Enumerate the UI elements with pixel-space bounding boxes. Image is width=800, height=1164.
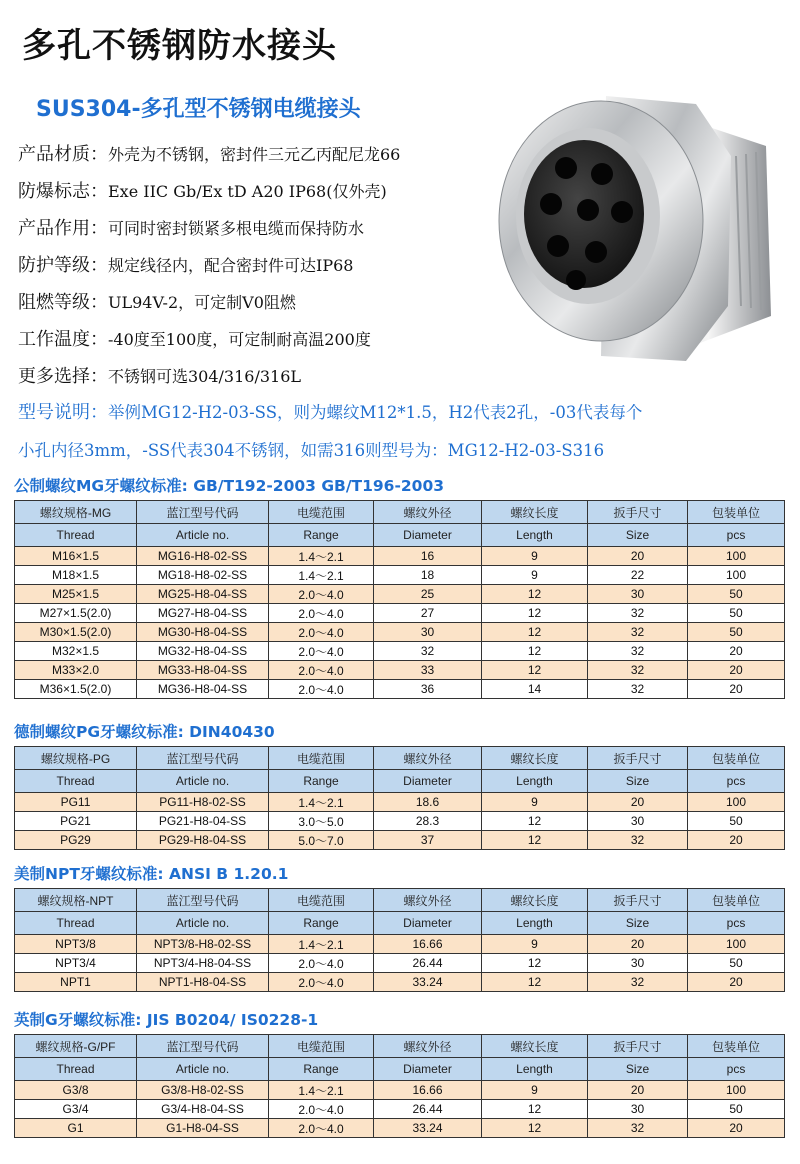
table-header-cell: Length xyxy=(482,770,588,793)
table-cell: 2.0～4.0 xyxy=(269,604,374,623)
table-header-cell: Article no. xyxy=(137,1058,269,1081)
table-cell: 50 xyxy=(688,1100,785,1119)
table-cell: 12 xyxy=(482,1100,588,1119)
table-header-row xyxy=(15,889,785,912)
table-cell: 2.0～4.0 xyxy=(269,642,374,661)
table-cell: 100 xyxy=(688,566,785,585)
spec-list xyxy=(18,136,518,395)
table-cell: 20 xyxy=(588,1081,688,1100)
table-header-cell: 螺纹规格-G/PF xyxy=(15,1035,137,1058)
table-header-cell: Diameter xyxy=(374,770,482,793)
table-header-cell: Article no. xyxy=(137,524,269,547)
table-cell: 33.24 xyxy=(374,1119,482,1138)
table-header-row xyxy=(15,912,785,935)
table-cell: NPT3/4-H8-04-SS xyxy=(137,954,269,973)
spec-label: 产品作用： xyxy=(18,218,108,239)
spec-row-options xyxy=(18,358,518,395)
table-cell: NPT1-H8-04-SS xyxy=(137,973,269,992)
table-cell: 9 xyxy=(482,566,588,585)
spec-row-protection xyxy=(18,247,518,284)
table-cell: 12 xyxy=(482,661,588,680)
table-cell: NPT3/8 xyxy=(15,935,137,954)
table-header-row xyxy=(15,501,785,524)
table-header-cell: Thread xyxy=(15,524,137,547)
table-cell: 2.0～4.0 xyxy=(269,1119,374,1138)
spec-label: 产品材质： xyxy=(18,144,108,165)
table-header-cell: Diameter xyxy=(374,1058,482,1081)
table-cell: 33 xyxy=(374,661,482,680)
npt-table xyxy=(14,888,785,992)
g-table xyxy=(14,1034,785,1138)
table-cell: 30 xyxy=(588,585,688,604)
table-cell: 30 xyxy=(588,812,688,831)
table-header-cell: 蓝江型号代码 xyxy=(137,889,269,912)
table-cell: MG25-H8-04-SS xyxy=(137,585,269,604)
table-cell: 32 xyxy=(588,831,688,850)
table-cell: 1.4～2.1 xyxy=(269,547,374,566)
table-header-cell: 蓝江型号代码 xyxy=(137,1035,269,1058)
table-header-row xyxy=(15,770,785,793)
table-header-cell: Range xyxy=(269,524,374,547)
table-cell: 33.24 xyxy=(374,973,482,992)
table-cell: 20 xyxy=(688,642,785,661)
table-cell: 5.0～7.0 xyxy=(269,831,374,850)
table-row xyxy=(15,812,785,831)
table-header-cell: 包装单位 xyxy=(688,1035,785,1058)
table-cell: 50 xyxy=(688,623,785,642)
table-cell: 2.0～4.0 xyxy=(269,954,374,973)
table-header-cell: 蓝江型号代码 xyxy=(137,501,269,524)
table-header-cell: Size xyxy=(588,524,688,547)
table-header-cell: Thread xyxy=(15,770,137,793)
table-header-cell: 电缆范围 xyxy=(269,501,374,524)
table-cell: MG27-H8-04-SS xyxy=(137,604,269,623)
table-header-row xyxy=(15,747,785,770)
table-cell: 32 xyxy=(588,1119,688,1138)
model-note-text: 举例MG12-H2-03-SS，则为螺纹M12*1.5，H2代表2孔，-03代表每个 xyxy=(108,403,643,422)
table-cell: 12 xyxy=(482,604,588,623)
spec-value: -40度至100度，可定制耐高温200度 xyxy=(108,330,371,349)
table-row xyxy=(15,1119,785,1138)
table-cell: M18×1.5 xyxy=(15,566,137,585)
table-header-cell: 螺纹长度 xyxy=(482,747,588,770)
table-cell: 16.66 xyxy=(374,935,482,954)
table-cell: 28.3 xyxy=(374,812,482,831)
table-header-cell: Size xyxy=(588,912,688,935)
model-note-line2: 小孔内径3mm，-SS代表304不锈钢，如需316则型号为：MG12-H2-03-S316 xyxy=(18,441,605,460)
table-cell: 12 xyxy=(482,954,588,973)
table-cell: 9 xyxy=(482,935,588,954)
table-header-cell: Range xyxy=(269,1058,374,1081)
table-header-cell: 包装单位 xyxy=(688,501,785,524)
table-header-cell: Size xyxy=(588,770,688,793)
table-header-cell: 螺纹长度 xyxy=(482,1035,588,1058)
table-cell: 2.0～4.0 xyxy=(269,661,374,680)
model-note xyxy=(18,394,798,470)
table-cell: M33×2.0 xyxy=(15,661,137,680)
table-cell: 20 xyxy=(588,793,688,812)
table-row xyxy=(15,831,785,850)
table-header-cell: 扳手尺寸 xyxy=(588,889,688,912)
spec-row-explosion xyxy=(18,173,518,210)
table-cell: MG32-H8-04-SS xyxy=(137,642,269,661)
table-cell: 12 xyxy=(482,1119,588,1138)
table-cell: 12 xyxy=(482,623,588,642)
table-cell: 25 xyxy=(374,585,482,604)
table-cell: M16×1.5 xyxy=(15,547,137,566)
table-cell: 2.0～4.0 xyxy=(269,680,374,699)
table-cell: 9 xyxy=(482,547,588,566)
table-header-cell: 螺纹规格-NPT xyxy=(15,889,137,912)
spec-row-function xyxy=(18,210,518,247)
table-cell: 20 xyxy=(688,831,785,850)
table-cell: 2.0～4.0 xyxy=(269,585,374,604)
table-cell: 50 xyxy=(688,812,785,831)
table-header-cell: Thread xyxy=(15,912,137,935)
table-cell: 30 xyxy=(588,1100,688,1119)
table-cell: 50 xyxy=(688,954,785,973)
table-cell: 16 xyxy=(374,547,482,566)
section-heading-mg: 公制螺纹MG牙螺纹标准: GB/T192-2003 GB/T196-2003 xyxy=(14,477,445,495)
table-cell: NPT3/4 xyxy=(15,954,137,973)
table-cell: 1.4～2.1 xyxy=(269,793,374,812)
table-header-cell: pcs xyxy=(688,912,785,935)
table-cell: 9 xyxy=(482,1081,588,1100)
table-cell: PG11-H8-02-SS xyxy=(137,793,269,812)
table-header-cell: Diameter xyxy=(374,912,482,935)
table-header-cell: 扳手尺寸 xyxy=(588,1035,688,1058)
table-cell: 30 xyxy=(588,954,688,973)
table-cell: 12 xyxy=(482,812,588,831)
model-note-label: 型号说明： xyxy=(18,402,108,423)
table-row xyxy=(15,954,785,973)
table-header-cell: 包装单位 xyxy=(688,747,785,770)
table-cell: 32 xyxy=(374,642,482,661)
spec-value: 规定线径内，配合密封件可达IP68 xyxy=(108,256,354,275)
mg-table xyxy=(14,500,785,699)
table-header-cell: Length xyxy=(482,1058,588,1081)
section-heading-pg: 德制螺纹PG牙螺纹标准: DIN40430 xyxy=(14,723,275,741)
table-header-cell: Range xyxy=(269,770,374,793)
table-cell: 32 xyxy=(588,642,688,661)
table-cell: 36 xyxy=(374,680,482,699)
table-cell: G3/4-H8-04-SS xyxy=(137,1100,269,1119)
table-cell: 12 xyxy=(482,973,588,992)
table-cell: 1.4～2.1 xyxy=(269,566,374,585)
table-cell: 100 xyxy=(688,547,785,566)
table-header-cell: Thread xyxy=(15,1058,137,1081)
spec-row-temperature xyxy=(18,321,518,358)
table-cell: 3.0～5.0 xyxy=(269,812,374,831)
table-cell: 20 xyxy=(588,935,688,954)
table-cell: 32 xyxy=(588,604,688,623)
table-cell: 32 xyxy=(588,661,688,680)
table-cell: 12 xyxy=(482,642,588,661)
table-header-cell: Diameter xyxy=(374,524,482,547)
table-header-cell: pcs xyxy=(688,770,785,793)
table-row xyxy=(15,680,785,699)
table-cell: PG21-H8-04-SS xyxy=(137,812,269,831)
table-cell: PG11 xyxy=(15,793,137,812)
table-cell: G1 xyxy=(15,1119,137,1138)
table-cell: 20 xyxy=(588,547,688,566)
table-cell: MG18-H8-02-SS xyxy=(137,566,269,585)
table-cell: 27 xyxy=(374,604,482,623)
table-header-row xyxy=(15,1058,785,1081)
table-header-cell: pcs xyxy=(688,524,785,547)
table-header-cell: 螺纹外径 xyxy=(374,747,482,770)
table-cell: PG21 xyxy=(15,812,137,831)
page-title: 多孔不锈钢防水接头 xyxy=(22,26,337,66)
table-row xyxy=(15,935,785,954)
table-header-cell: 电缆范围 xyxy=(269,889,374,912)
table-cell: 50 xyxy=(688,604,785,623)
table-header-row xyxy=(15,1035,785,1058)
table-header-cell: 电缆范围 xyxy=(269,1035,374,1058)
table-cell: 32 xyxy=(588,623,688,642)
table-header-cell: Range xyxy=(269,912,374,935)
table-row xyxy=(15,1081,785,1100)
spec-value: 外壳为不锈钢，密封件三元乙丙配尼龙66 xyxy=(108,145,401,164)
table-cell: 18 xyxy=(374,566,482,585)
table-header-cell: Length xyxy=(482,524,588,547)
table-cell: 1.4～2.1 xyxy=(269,1081,374,1100)
table-header-cell: 螺纹规格-MG xyxy=(15,501,137,524)
spec-value: Exe IIC Gb/Ex tD A20 IP68(仅外壳) xyxy=(108,182,387,201)
table-cell: 100 xyxy=(688,793,785,812)
table-cell: 20 xyxy=(688,973,785,992)
table-cell: NPT1 xyxy=(15,973,137,992)
table-header-cell: 扳手尺寸 xyxy=(588,501,688,524)
table-row xyxy=(15,547,785,566)
table-cell: 32 xyxy=(588,973,688,992)
table-cell: 12 xyxy=(482,585,588,604)
table-cell: 32 xyxy=(588,680,688,699)
spec-label: 防爆标志： xyxy=(18,181,108,202)
table-cell: 20 xyxy=(688,680,785,699)
table-header-cell: 螺纹长度 xyxy=(482,889,588,912)
table-cell: 20 xyxy=(688,1119,785,1138)
table-cell: MG36-H8-04-SS xyxy=(137,680,269,699)
spec-row-flame xyxy=(18,284,518,321)
spec-label: 工作温度： xyxy=(18,329,108,350)
table-header-cell: Article no. xyxy=(137,770,269,793)
spec-label: 更多选择： xyxy=(18,366,108,387)
spec-label: 阻燃等级： xyxy=(18,292,108,313)
table-header-cell: 电缆范围 xyxy=(269,747,374,770)
table-header-row xyxy=(15,524,785,547)
table-cell: MG16-H8-02-SS xyxy=(137,547,269,566)
section-heading-g: 英制G牙螺纹标准: JIS B0204/ IS0228-1 xyxy=(14,1011,319,1029)
table-header-cell: 扳手尺寸 xyxy=(588,747,688,770)
table-header-cell: Article no. xyxy=(137,912,269,935)
table-row xyxy=(15,623,785,642)
table-cell: 100 xyxy=(688,935,785,954)
table-header-cell: 蓝江型号代码 xyxy=(137,747,269,770)
table-cell: 1.4～2.1 xyxy=(269,935,374,954)
table-row xyxy=(15,793,785,812)
table-cell: 100 xyxy=(688,1081,785,1100)
model-note-line1 xyxy=(18,394,798,432)
table-cell: 2.0～4.0 xyxy=(269,973,374,992)
table-cell: M25×1.5 xyxy=(15,585,137,604)
table-cell: M30×1.5(2.0) xyxy=(15,623,137,642)
table-row xyxy=(15,973,785,992)
spec-value: UL94V-2，可定制V0阻燃 xyxy=(108,293,296,312)
table-cell: M27×1.5(2.0) xyxy=(15,604,137,623)
table-cell: 50 xyxy=(688,585,785,604)
table-cell: 2.0～4.0 xyxy=(269,1100,374,1119)
table-header-cell: 螺纹长度 xyxy=(482,501,588,524)
table-row xyxy=(15,661,785,680)
table-cell: 26.44 xyxy=(374,1100,482,1119)
table-row xyxy=(15,585,785,604)
spec-value: 不锈钢可选304/316/316L xyxy=(108,367,302,386)
table-cell: 12 xyxy=(482,831,588,850)
cable-gland-image xyxy=(496,86,796,376)
table-header-cell: Size xyxy=(588,1058,688,1081)
table-cell: M36×1.5(2.0) xyxy=(15,680,137,699)
table-cell: 2.0～4.0 xyxy=(269,623,374,642)
table-cell: 30 xyxy=(374,623,482,642)
table-cell: 26.44 xyxy=(374,954,482,973)
table-cell: 14 xyxy=(482,680,588,699)
table-cell: MG33-H8-04-SS xyxy=(137,661,269,680)
table-header-cell: 包装单位 xyxy=(688,889,785,912)
table-cell: 16.66 xyxy=(374,1081,482,1100)
spec-row-material xyxy=(18,136,518,173)
table-header-cell: 螺纹外径 xyxy=(374,889,482,912)
product-subtitle: SUS304-多孔型不锈钢电缆接头 xyxy=(36,97,361,122)
table-row xyxy=(15,1100,785,1119)
spec-value: 可同时密封锁紧多根电缆而保持防水 xyxy=(108,219,365,238)
table-header-cell: 螺纹规格-PG xyxy=(15,747,137,770)
table-row xyxy=(15,566,785,585)
table-cell: G1-H8-04-SS xyxy=(137,1119,269,1138)
table-header-cell: Length xyxy=(482,912,588,935)
table-cell: 22 xyxy=(588,566,688,585)
table-header-cell: 螺纹外径 xyxy=(374,1035,482,1058)
table-cell: PG29 xyxy=(15,831,137,850)
pg-table xyxy=(14,746,785,850)
spec-label: 防护等级： xyxy=(18,255,108,276)
table-row xyxy=(15,642,785,661)
table-cell: G3/4 xyxy=(15,1100,137,1119)
table-cell: 20 xyxy=(688,661,785,680)
section-heading-npt: 美制NPT牙螺纹标准: ANSI B 1.20.1 xyxy=(14,865,289,883)
table-cell: 37 xyxy=(374,831,482,850)
table-cell: 9 xyxy=(482,793,588,812)
table-header-cell: 螺纹外径 xyxy=(374,501,482,524)
table-cell: 18.6 xyxy=(374,793,482,812)
table-cell: PG29-H8-04-SS xyxy=(137,831,269,850)
table-cell: G3/8-H8-02-SS xyxy=(137,1081,269,1100)
table-cell: G3/8 xyxy=(15,1081,137,1100)
table-cell: MG30-H8-04-SS xyxy=(137,623,269,642)
table-cell: NPT3/8-H8-02-SS xyxy=(137,935,269,954)
table-header-cell: pcs xyxy=(688,1058,785,1081)
table-cell: M32×1.5 xyxy=(15,642,137,661)
table-row xyxy=(15,604,785,623)
